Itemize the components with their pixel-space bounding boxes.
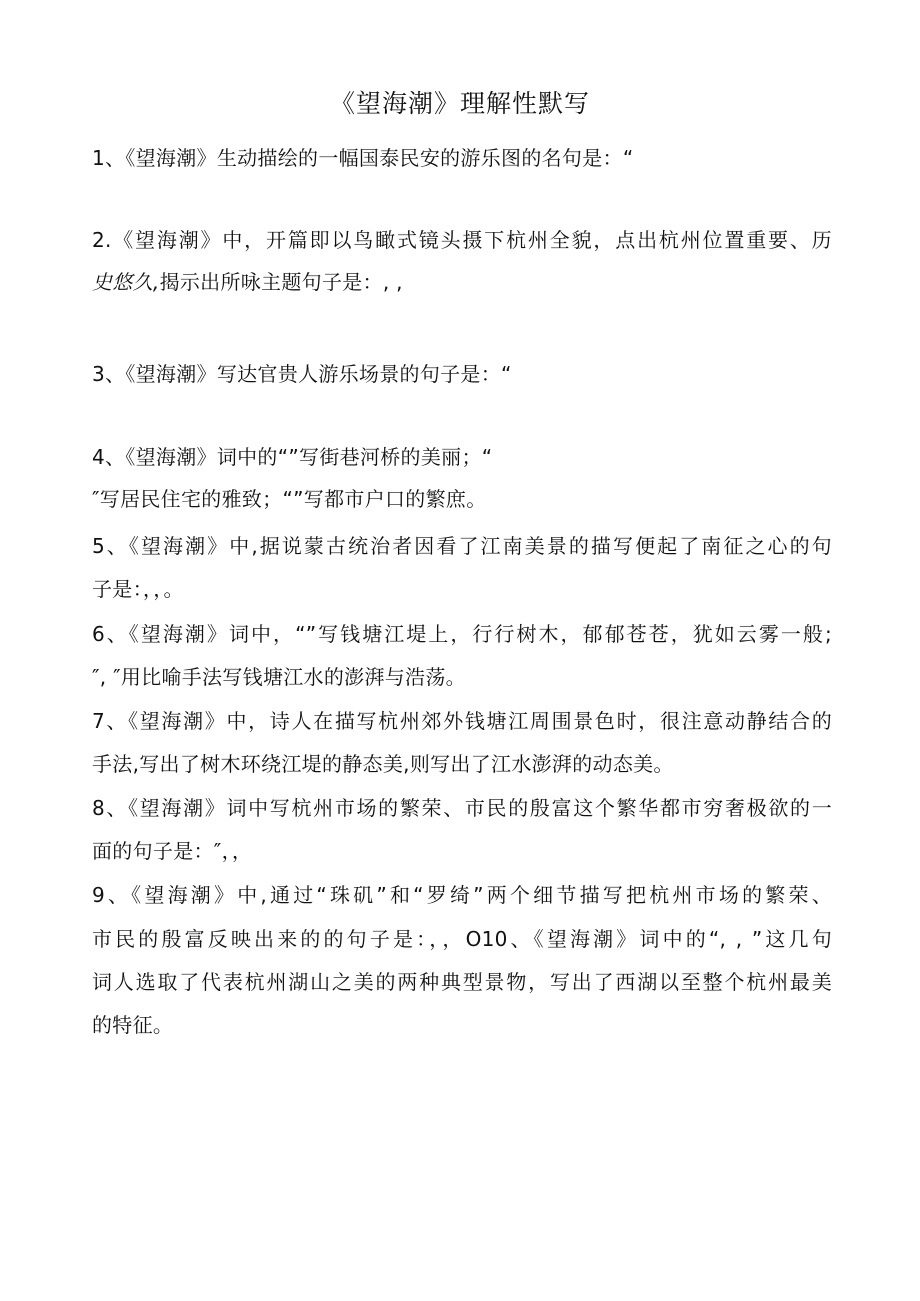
question-2-line-1: 2.《望海潮》中，开篇即以鸟瞰式镜头摄下杭州全貌，点出杭州位置重要、历 bbox=[92, 228, 832, 252]
question-6-line-2: ″, ″用比喻手法写钱塘江水的澎湃与浩荡。 bbox=[92, 665, 466, 689]
question-5-line-1: 5、《望海潮》中,据说蒙古统治者因看了江南美景的描写便起了南征之心的句 bbox=[92, 534, 832, 558]
question-4-line-2: ″写居民住宅的雅致；“”写都市户口的繁庶。 bbox=[92, 487, 487, 511]
question-1-line-1: 1、《望海潮》生动描绘的一幅国泰民安的游乐图的名句是：“ bbox=[92, 146, 634, 170]
question-8-line-1: 8、《望海潮》词中写杭州市场的繁荣、市民的殷富这个繁华都市穷奢极欲的一 bbox=[92, 796, 832, 820]
question-2-italic-text: 史悠久, bbox=[92, 270, 160, 294]
question-2-line-2 bbox=[92, 268, 832, 296]
question-9-line-1: 9、《望海潮》中,通过“珠矶”和“罗绮”两个细节描写把杭州市场的繁荣、 bbox=[92, 883, 832, 907]
question-8-line-2: 面的句子是：″，， bbox=[92, 839, 253, 863]
question-2-rest-text: 揭示出所咏主题句子是：, , bbox=[159, 270, 403, 294]
question-6-line-1: 6、《望海潮》词中，“”写钱塘江堤上，行行树木，郁郁苍苍，犹如云雾一般; bbox=[92, 622, 832, 646]
question-9-line-4: 的特征。 bbox=[92, 1013, 174, 1037]
question-7-line-2: 手法,写出了树木环绕江堤的静态美,则写出了江水澎湃的动态美。 bbox=[92, 752, 674, 776]
question-4-line-1: 4、《望海潮》词中的“”写街巷河桥的美丽；“ bbox=[92, 445, 493, 469]
question-5-line-2: 子是：，，。 bbox=[92, 577, 184, 601]
question-9-line-2: 市民的殷富反映出来的的句子是：，，O10、《望海潮》词中的“, , ”这几句 bbox=[92, 927, 832, 951]
question-7-line-1: 7、《望海潮》中，诗人在描写杭州郊外钱塘江周围景色时，很注意动静结合的 bbox=[92, 709, 832, 733]
document-title: 《望海潮》理解性默写 bbox=[329, 89, 590, 118]
question-9-line-3: 词人选取了代表杭州湖山之美的两种典型景物，写出了西湖以至整个杭州最美 bbox=[92, 970, 832, 994]
question-3-line-1: 3、《望海潮》写达官贵人游乐场景的句子是：“ bbox=[92, 362, 512, 386]
